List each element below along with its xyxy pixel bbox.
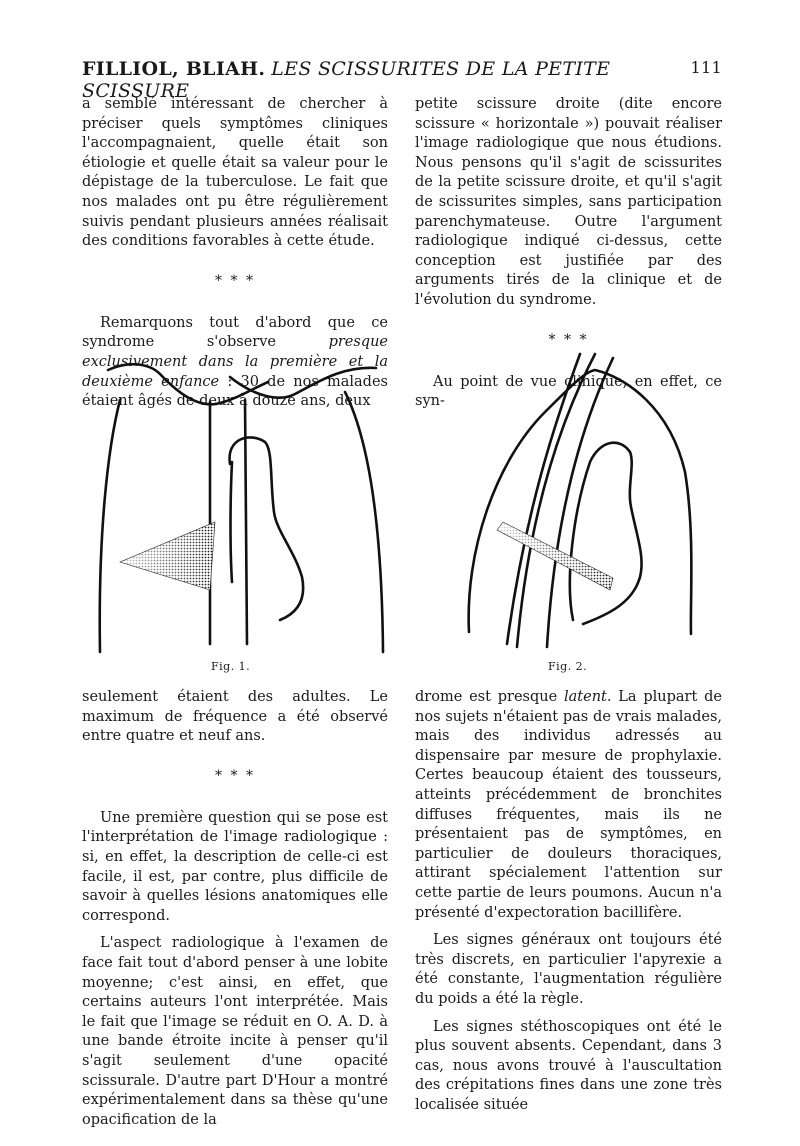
- figure-1-diagram: [90, 352, 400, 657]
- paragraph: Au point de vue clinique, en effet, ce syn-: [415, 373, 722, 410]
- opacity-wedge: [497, 522, 613, 590]
- section-separator: * * *: [215, 767, 255, 784]
- paragraph: a semblé intéressant de chercher à préciser quels symptômes cliniques l'accompagnaient, quelle était son étiologie et quelle était sa valeur pour le dépistage de la tuberculose. Le fait que nos malades ont pu être régulièrement suivis pendant plusieurs années réalisait des conditions favorables à cette étude.: [82, 96, 388, 250]
- figure-1-caption: Fig. 1.: [211, 660, 251, 673]
- paragraph: seulement étaient des adultes. Le maximum de fréquence a été observé entre quatre et neuf ans.: [82, 689, 388, 745]
- emphasis: presque exclusivement dans la première et la deuxième enfance: [82, 334, 388, 390]
- paragraph: Remarquons tout d'abord que ce syndrome s'observe presque exclusivement dans la première et la deuxième enfance : 30 de nos malades étaient âgés de deux à douze ans, deux: [82, 314, 388, 410]
- paragraph: petite scissure droite (dite encore scissure « horizontale ») pouvait réaliser l'image radiologique que nous étudions. Nous pensons qu'il s'agit de scissurites de la petite scissure droite, et qu'il s'agit de scissurites simples, sans participation parenchymateuse. Outre l'argument radiologique indiqué ci-dessus, cette conception est justifiée par des arguments tirés de la clinique et de l'évolution du syndrome.: [415, 96, 722, 308]
- figure-2-diagram: [455, 352, 725, 657]
- emphasis: latent: [564, 689, 607, 705]
- section-separator: * * *: [548, 331, 589, 348]
- left-column-bottom: [82, 688, 388, 1130]
- page-number: 111: [690, 58, 722, 77]
- section-separator: * * *: [215, 272, 255, 289]
- rib-curve-right: [230, 368, 376, 398]
- paragraph: drome est presque latent. La plupart de nos sujets n'étaient pas de vrais malades, mais des individus adressés au dispensaire par mesure de prophylaxie. Certes beaucoup étaient des tousseurs, atteints précédemment de bronchites diffuses fréquentes, mais ils ne présentaient pas de symptômes, en particulier de douleurs thoraciques, attirant spécialement l'attention sur cette partie de leurs poumons. Aucun n'a présenté d'expectoration bacillifère.: [415, 689, 722, 921]
- figure-2-caption: Fig. 2.: [548, 660, 588, 673]
- heart-outline: [230, 437, 304, 620]
- left-lung-outline: [100, 400, 120, 652]
- header-title: LES SCISSURITES DE LA PETITE SCISSURE: [82, 58, 611, 102]
- header-authors: FILLIOL, BLIAH.: [82, 58, 266, 80]
- paragraph: Les signes stéthoscopiques ont été le plus souvent absents. Cependant, dans 3 cas, nous avons trouvé à l'auscultation des crépitations fines dans une zone très localisée située: [415, 1018, 722, 1113]
- trachea-left: [517, 354, 595, 647]
- opacity-triangle: [120, 522, 215, 590]
- paragraph: Une première question qui se pose est l'interprétation de l'image radiologique : si, en effet, la description de celle-ci est facile, il est, par contre, plus difficile de savoir à quelles lésions anatomiques elle correspond.: [82, 809, 388, 924]
- paragraph: Les signes généraux ont toujours été très discrets, en particulier l'apyrexie a été constante, l'augmentation régulière du poids a été la règle.: [415, 932, 722, 1007]
- paragraph: L'aspect radiologique à l'examen de face fait tout d'abord penser à une lobite moyenne; c'est ainsi, en effet, que certains auteurs l'ont interprétée. Mais le fait que l'image se réduit en O. A. D. à une bande étroite incite à penser qu'il s'agit seulement d'une opacité scissurale. D'autre part D'Hour a montré expérimentalement dans sa thèse qu'une opacification de la: [82, 935, 388, 1128]
- running-header: [82, 58, 722, 102]
- mediastinum-line: [231, 462, 233, 582]
- right-column-bottom: [415, 688, 722, 1115]
- rib-curve-left: [108, 364, 268, 404]
- heart-outline: [570, 443, 642, 624]
- right-lung-outline: [345, 392, 383, 652]
